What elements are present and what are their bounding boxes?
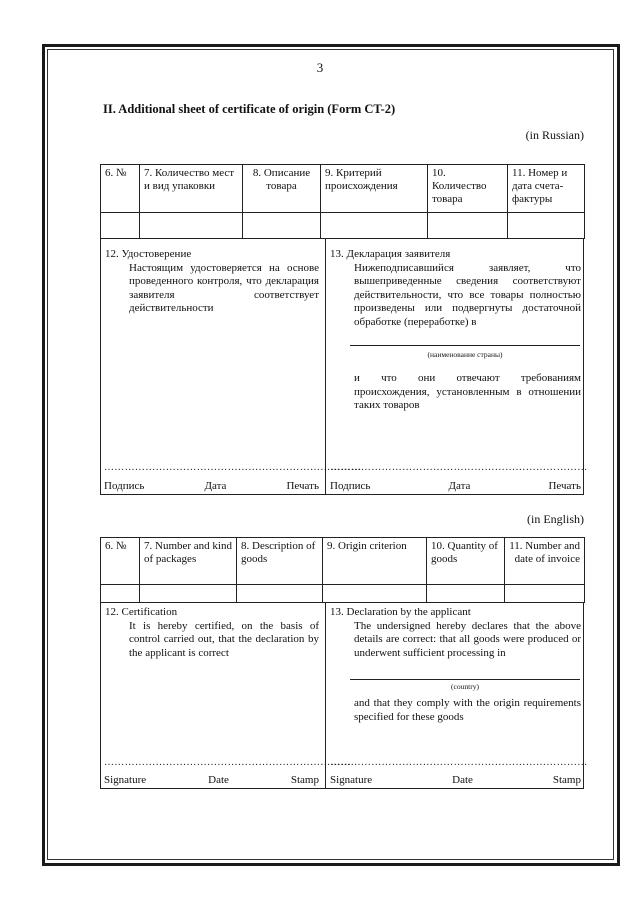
russian-language-label: (in Russian) (525, 128, 584, 142)
ru-cell-number[interactable] (101, 213, 140, 239)
en-certification-block (105, 606, 319, 660)
ru-declaration-title: 13. Декларация заявителя (330, 248, 451, 260)
ru-header-quantity: 10. Количество товара (428, 165, 508, 213)
ru-decl-stamp-label: Печать (548, 480, 581, 492)
ru-certification-signature-row (104, 480, 319, 492)
en-declaration-title: 13. Declaration by the applicant (330, 606, 471, 618)
ru-decl-date-label: Дата (448, 480, 471, 492)
ru-declaration-block-2 (330, 372, 581, 413)
ru-declaration-dotted-line: ………………………………………………………………… (330, 462, 588, 473)
ru-cell-origin-criterion[interactable] (321, 213, 428, 239)
ru-cell-invoice[interactable] (508, 213, 585, 239)
en-cert-date-label: Date (208, 774, 229, 786)
en-declaration-block-2 (330, 697, 581, 724)
ru-cert-signature-label: Подпись (104, 480, 145, 492)
en-certification-text: It is hereby certified, on the basis of control carried out, that the declaration by the applicant is correct (129, 619, 319, 659)
box-divider (325, 239, 326, 494)
en-header-origin-criterion: 9. Origin criterion (323, 538, 427, 585)
en-header-packages: 7. Number and kind of packages (140, 538, 237, 585)
en-declaration-text-2: and that they comply with the origin requirements specified for these goods (354, 697, 581, 723)
en-country-line[interactable] (350, 679, 580, 680)
ru-country-line[interactable] (350, 345, 580, 346)
english-goods-table (100, 537, 585, 603)
en-certification-signature-row (104, 774, 319, 786)
en-declaration-dotted-line: ………………………………………………………………… (330, 757, 588, 768)
en-cell-number[interactable] (101, 585, 140, 603)
ru-declaration-text: Нижеподписавшийся заявляет, что вышеприведенные сведения соответствуют действительности, что все товары полностью произведены или подвергнуты достаточной обработке (переработке) в (354, 261, 581, 328)
ru-cell-quantity[interactable] (428, 213, 508, 239)
ru-country-caption: (наименование страны) (427, 350, 503, 359)
en-certification-dotted-line: ……………………………………………………………… (104, 757, 352, 768)
ru-cert-date-label: Дата (204, 480, 227, 492)
en-header-invoice: 11. Number and date of invoice (505, 538, 585, 585)
ru-header-invoice: 11. Номер и дата счета-фактуры (508, 165, 585, 213)
en-country-caption: (country) (451, 682, 479, 691)
ru-cell-description[interactable] (243, 213, 321, 239)
en-cert-signature-label: Signature (104, 774, 147, 786)
en-declaration-signature-row (330, 774, 581, 786)
ru-certification-text: Настоящим удостоверяется на основе проведенного контроля, что декларация заявителя соответствует действительности (129, 261, 319, 314)
en-header-description: 8. Description of goods (237, 538, 323, 585)
en-cell-invoice[interactable] (505, 585, 585, 603)
en-certification-title: 12. Certification (105, 606, 178, 618)
en-cert-stamp-label: Stamp (290, 774, 319, 786)
ru-header-packages: 7. Количество мест и вид упаковки (140, 165, 243, 213)
ru-declaration-block (330, 248, 581, 329)
ru-certification-title: 12. Удостоверение (105, 248, 192, 260)
en-decl-stamp-label: Stamp (552, 774, 581, 786)
page-number: 3 (316, 60, 324, 75)
ru-header-number: 6. № (101, 165, 140, 213)
ru-certification-block (105, 248, 319, 316)
en-decl-date-label: Date (452, 774, 473, 786)
en-declaration-block (330, 606, 581, 660)
ru-header-origin-criterion: 9. Критерий происхождения (321, 165, 428, 213)
en-decl-signature-label: Signature (330, 774, 373, 786)
en-cell-packages[interactable] (140, 585, 237, 603)
en-header-quantity: 10. Quantity of goods (427, 538, 505, 585)
section-title: II. Additional sheet of certificate of origin (Form CT-2) (103, 102, 396, 116)
ru-certification-dotted-line: ………………………………………………………………… (104, 462, 362, 473)
en-header-number: 6. № (101, 538, 140, 585)
en-declaration-text: The undersigned hereby declares that the above details are correct: that all goods were produced or underwent sufficient processing in (354, 619, 581, 659)
en-cell-quantity[interactable] (427, 585, 505, 603)
ru-declaration-text-2: и что они отвечают требованиям происхождения, установленным в отношении таких товаров (354, 372, 581, 411)
ru-declaration-signature-row (330, 480, 581, 492)
en-cell-origin-criterion[interactable] (323, 585, 427, 603)
en-cell-description[interactable] (237, 585, 323, 603)
english-language-label: (in English) (527, 512, 584, 526)
ru-decl-signature-label: Подпись (330, 480, 371, 492)
russian-goods-table (100, 164, 585, 239)
ru-cell-packages[interactable] (140, 213, 243, 239)
ru-cert-stamp-label: Печать (286, 480, 319, 492)
ru-header-description: 8. Описание товара (243, 165, 321, 213)
